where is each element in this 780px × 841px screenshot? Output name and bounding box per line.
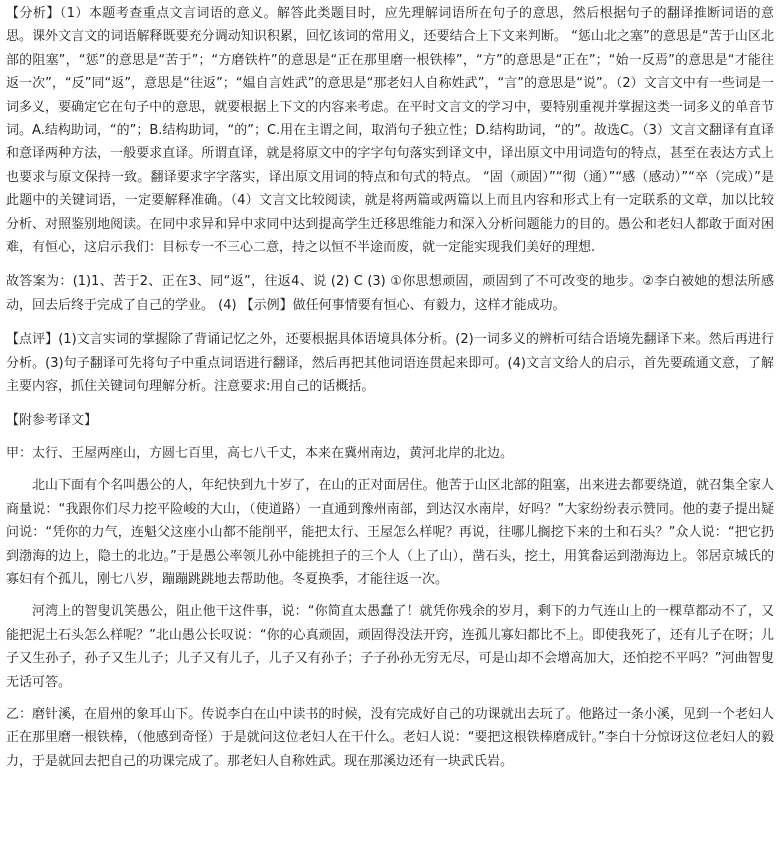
- document-page: [0, 2, 780, 841]
- answer-paragraph: 故答案为：(1)1、苦于2、正在3、同“返”，往返4、说 (2) C (3) ①你思想顽固，顽固到了不可改变的地步。②李白被她的想法所感动，回去后终于完成了自己的学业。 (4) 【示例】做任何事情要有恒心、有毅力，这样才能成功。: [6, 274, 774, 313]
- analysis-paragraph: 【分析】（1）本题考查重点文言词语的意义。解答此类题目时，应先理解词语所在句子的意思，然后根据句子的翻译推断词语的意思。课外文言文的词语解释既要充分调动知识积累，回忆该词的常用义，还要结合上下文来判断。 “惩山北之塞”的意思是“苦于山区北部的阻塞”，“惩”的意思是“苦于”；“方磨铁杵”的意思是“正在那里磨一根铁棒”，“方”的意思是“正在”；“始一反焉”的意思是“才能往返一次”，“反”同“返”，意思是“往返”；“媪自言姓武”的意思是“那老妇人自称姓武”，“言”的意思是“说”。（2）文言文中有一些词是一词多义，要确定它在句子中的意思，就要根据上下文的内容来考虑。在平时文言文的学习中，要特别重视并掌握这类一词多义的单音节词。A.结构助词，“的”；B.结构助词，“的”；C.用在主谓之间，取消句子独立性；D.结构助词，“的”。故选C。（3）文言文翻译有直译和意译两种方法，一般要求直译。所谓直译，就是将原文中的字字句句落实到译文中，译出原文中用词造句的特点，甚至在表达方式上也要求与原文保持一致。翻译要求字字落实，译出原文用词的特点和句式的特点。 “固（顽固）”“彻（通）”“感（感动）”“卒（完成）”是此题中的关键词语，一定要解释准确。（4）文言文比较阅读，就是将两篇或两篇以上而且内容和形式上有一定联系的文章，加以比较分析、对照鉴别地阅读。在同中求异和异中求同中达到提高学生迁移思维能力和深入分析问题能力的目的。愚公和老妇人都敢于面对困难，有恒心，这启示我们：目标专一不三心二意，持之以恒不半途而废，就一定能实现我们美好的理想.: [6, 6, 774, 256]
- comment-paragraph: 【点评】(1)文言实词的掌握除了背诵记忆之外，还要根据具体语境具体分析。(2)一词多义的辨析可结合语境先翻译下来。然后再进行分析。(3)句子翻译可先将句子中重点词语进行翻译，然后再把其他词语连贯起来即可。(4)文言文给人的启示，首先要疏通文意，了解主要内容，抓住关键词句理解分析。注意要求:用自己的话概括。: [6, 332, 774, 395]
- reference-translation-heading: 【附参考译文】: [6, 412, 98, 428]
- translation-jia-paragraph-1: 北山下面有个名叫愚公的人，年纪快到九十岁了，在山的正对面居住。他苦于山区北部的阻塞，出来进去都要绕道，就召集全家人商量说：“我跟你们尽力挖平险峻的大山，（使道路）一直通到豫州南部，到达汉水南岸，好吗？”大家纷纷表示赞同。他的妻子提出疑问说：“凭你的力气，连魁父这座小山都不能削平，能把太行、王屋怎么样呢？再说，往哪儿搁挖下来的土和石头？”众人说：“把它扔到渤海的边上，隐土的北边。”于是愚公率领儿孙中能挑担子的三个人（上了山），凿石头，挖土，用箕畚运到渤海边上。邻居京城氏的寡妇有个孤儿，刚七八岁，蹦蹦跳跳地去帮助他。冬夏换季，才能往返一次。: [6, 478, 774, 587]
- translation-yi-paragraph: 乙：磨针溪，在眉州的象耳山下。传说李白在山中读书的时候，没有完成好自己的功课就出去玩了。他路过一条小溪，见到一个老妇人正在那里磨一根铁棒，（他感到奇怪）于是就问这位老妇人在干什么。老妇人说：“要把这根铁棒磨成针。”李白十分惊讶这位老妇人的毅力，于是就回去把自己的功课完成了。那老妇人自称姓武。现在那溪边还有一块武氏岩。: [6, 706, 774, 769]
- translation-jia-intro: 甲：太行、王屋两座山，方圆七百里，高七八千丈，本来在冀州南边，黄河北岸的北边。: [6, 445, 514, 461]
- translation-jia-paragraph-2: 河湾上的智叟讥笑愚公，阻止他干这件事，说：“你简直太愚蠢了！就凭你残余的岁月，剩下的力气连山上的一棵草都动不了，又能把泥土石头怎么样呢？”北山愚公长叹说：“你的心真顽固，顽固得没法开窍，连孤儿寡妇都比不上。即使我死了，还有儿子在呀；儿子又生孙子，孙子又生儿子；儿子又有儿子，儿子又有孙子；子子孙孙无穷无尽，可是山却不会增高加大，还怕挖不平吗？”河曲智叟无话可答。: [6, 604, 774, 690]
